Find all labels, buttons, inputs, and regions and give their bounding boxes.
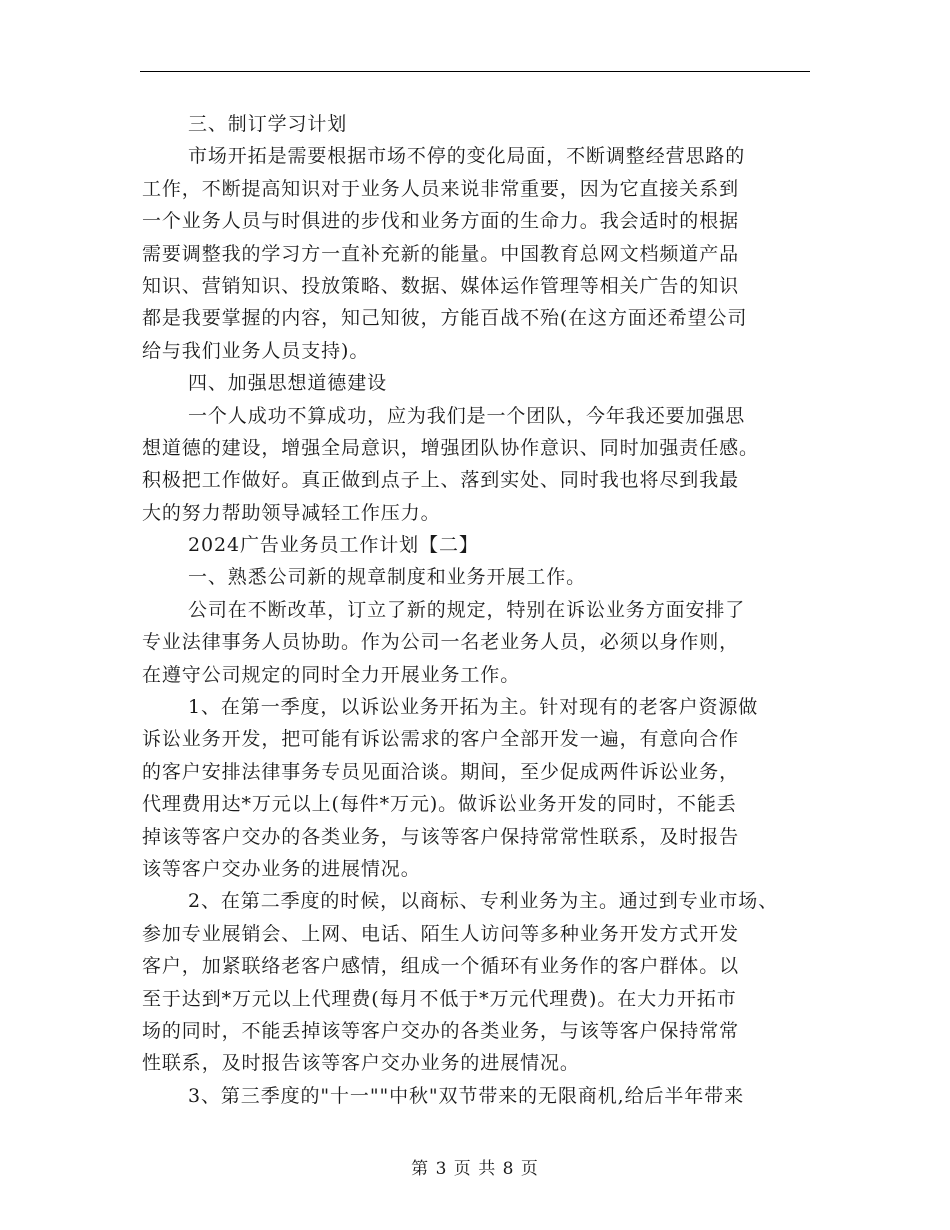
text-line: 代理费用达*万元以上(每件*万元)。做诉讼业务开发的同时，不能丢 — [142, 793, 737, 816]
text-line: 专业法律事务人员协助。作为公司一名老业务人员，必须以身作则， — [142, 631, 740, 654]
text-line: 的客户安排法律事务专员见面洽谈。期间，至少促成两件诉讼业务， — [142, 760, 740, 783]
text-line: 都是我要掌握的内容，知己知彼，方能百战不殆(在这方面还希望公司 — [142, 307, 748, 330]
text-line: 工作，不断提高知识对于业务人员来说非常重要，因为它直接关系到 — [142, 177, 740, 200]
text-line: 客户，加紧联络老客户感情，组成一个循环有业务作的客户群体。以 — [142, 955, 740, 978]
text-line: 一个人成功不算成功，应为我们是一个团队，今年我还要加强思 — [188, 404, 746, 427]
text-line: 三、制订学习计划 — [188, 113, 348, 135]
text-line: 积极把工作做好。真正做到点子上、落到实处、同时我也将尽到我最 — [142, 469, 740, 492]
text-line: 大的努力帮助领导减轻工作压力。 — [142, 501, 441, 524]
text-line: 至于达到*万元以上代理费(每月不低于*万元代理费)。在大力开拓市 — [142, 987, 737, 1010]
text-line: 3、第三季度的"十一""中秋"双节带来的无限商机,给后半年带来 — [188, 1084, 744, 1107]
text-line: 2024广告业务员工作计划【二】 — [188, 534, 479, 557]
header-rule — [140, 71, 810, 72]
text-line: 2、在第二季度的时候，以商标、专利业务为主。通过到专业市场、 — [188, 890, 779, 913]
text-line: 场的同时，不能丢掉该等客户交办的各类业务，与该等客户保持常常 — [142, 1019, 740, 1042]
text-line: 在遵守公司规定的同时全力开展业务工作。 — [142, 663, 521, 686]
text-line: 想道德的建设，增强全局意识，增强团队协作意识、同时加强责任感。 — [142, 436, 759, 459]
text-line: 知识、营销知识、投放策略、数据、媒体运作管理等相关广告的知识 — [142, 274, 740, 297]
text-line: 性联系，及时报告该等客户交办业务的进展情况。 — [142, 1052, 580, 1075]
text-line: 需要调整我的学习方一直补充新的能量。中国教育总网文档频道产品 — [142, 242, 740, 265]
text-line: 一个业务人员与时俱进的步伐和业务方面的生命力。我会适时的根据 — [142, 210, 740, 233]
text-line: 市场开拓是需要根据市场不停的变化局面，不断调整经营思路的 — [188, 145, 746, 168]
text-line: 四、加强思想道德建设 — [188, 372, 388, 395]
document-body — [142, 108, 822, 1112]
text-line: 掉该等客户交办的各类业务，与该等客户保持常常性联系，及时报告 — [142, 825, 740, 848]
text-line: 给与我们业务人员支持)。 — [142, 339, 370, 362]
page-footer: 第 3 页 共 8 页 — [411, 1159, 539, 1179]
text-line: 诉讼业务开发，把可能有诉讼需求的客户全部开发一遍，有意向合作 — [142, 728, 740, 751]
text-line: 该等客户交办业务的进展情况。 — [142, 857, 421, 880]
text-line: 参加专业展销会、上网、电话、陌生人访问等多种业务开发方式开发 — [142, 922, 740, 945]
text-line: 一、熟悉公司新的规章制度和业务开展工作。 — [188, 566, 587, 589]
text-line: 1、在第一季度，以诉讼业务开拓为主。针对现有的老客户资源做 — [188, 696, 759, 719]
text-line: 公司在不断改革，订立了新的规定，特别在诉讼业务方面安排了 — [188, 598, 746, 621]
